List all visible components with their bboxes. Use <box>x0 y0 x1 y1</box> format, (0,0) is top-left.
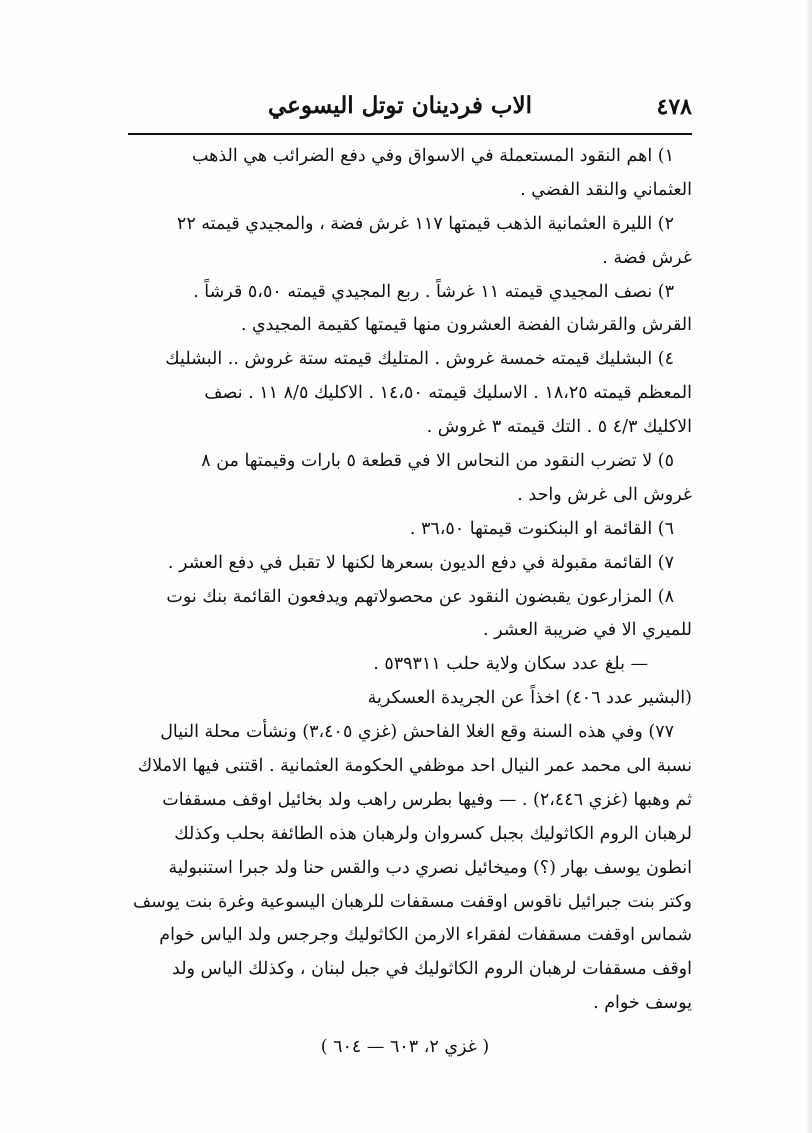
page-body <box>118 140 692 1021</box>
text-line: العثماني والنقد الفضي . <box>520 179 692 200</box>
text-line: اوقف مسقفات لرهبان الروم الكاثوليك في جبل لبنان ، وكذلك الياس ولد <box>172 959 692 980</box>
text-line: ١) اهم النقود المستعملة في الاسواق وفي دفع الضرائب هي الذهب <box>191 146 674 166</box>
text-line: لرهبان الروم الكاثوليك بجبل كسروان ولرهبان هذه الطائفة بحلب وكذلك <box>174 823 692 844</box>
text-line: يوسف خوام . <box>593 993 692 1014</box>
page-title: الاب فردينان توتل اليسوعي <box>267 92 533 119</box>
text-line: — بلغ عدد سكان ولاية حلب ٥٣٩٣١١ . <box>373 654 648 675</box>
text-line: ٣) نصف المجيدي قيمته ١١ غرشاً . ربع المجيدي قيمته ٥،٥٠ قرشاً . <box>193 281 674 302</box>
text-line: غروش الى غرش واحد . <box>517 484 692 505</box>
text-line: القرش والقرشان الفضة العشرون منها قيمتها كقيمة المجيدي . <box>240 315 692 336</box>
header-rule <box>128 133 692 135</box>
text-line: ٢) الليرة العثمانية الذهب قيمتها ١١٧ غرش فضة ، والمجيدي قيمته ٢٢ <box>176 213 674 234</box>
text-line: ثم وهبها (غزي ٢،٤٤٦) . — وفيها بطرس راهب ولد بخائيل اوقف مسقفات <box>162 789 692 810</box>
text-line: ٨) المزارعون يقبضون النقود عن محصولاتهم ويدفعون القائمة بنك نوت <box>166 586 674 607</box>
text-line: ٤) البشليك قيمته خمسة غروش . المتليك قيمته ستة غروش .. البشليك <box>165 349 674 370</box>
text-line: غرش فضة . <box>602 247 692 268</box>
text-line: ٧٧) وفي هذه السنة وقع الغلا الفاحش (غزي ٣،٤٠٥) ونشأت محلة النيال <box>160 722 674 743</box>
text-line: للميري الا في ضريبة العشر . <box>482 620 692 641</box>
text-line: نسبة الى محمد عمر النيال احد موظفي الحكومة العثمانية . اقتنى فيها الاملاك <box>137 756 692 777</box>
page-footer: ( غزي ٢، ٦٠٣ — ٦٠٤ ) <box>320 1037 490 1057</box>
page-number: ٤٧٨ <box>656 94 692 120</box>
text-line: شماس اوقفت مسقفات لفقراء الارمن الكاثوليك وجرجس ولد الياس خوام <box>159 925 692 946</box>
text-line: المعظم قيمته ١٨،٢٥ . الاسليك قيمته ١٤،٥٠ . الاكليك ٨/٥ ١١ . نصف <box>204 383 692 404</box>
text-line: (البشير عدد ٤٠٦) اخذاً عن الجريدة العسكرية <box>367 688 692 709</box>
text-line: ٥) لا تضرب النقود من النحاس الا في قطعة ٥ بارات وقيمتها من ٨ <box>201 451 674 472</box>
text-line: ٧) القائمة مقبولة في دفع الديون بسعرها لكنها لا تقبل في دفع العشر . <box>167 552 674 573</box>
text-line: الاكليك ٤/٣ ٥ . التك قيمته ٣ غروش . <box>426 417 692 438</box>
text-line: ٦) القائمة او البنكنوت قيمتها ٣٦،٥٠ . <box>409 518 674 539</box>
text-line: انطون يوسف بهار (؟) وميخائيل نصري دب والقس حنا ولد جبرا استنبولية <box>168 857 692 878</box>
text-line: وكتر بنت جبرائيل ناقوس اوقفت مسقفات للرهبان اليسوعية وغرة بنت يوسف <box>132 891 692 912</box>
scan-edge <box>806 0 812 1133</box>
page-header <box>128 92 692 132</box>
